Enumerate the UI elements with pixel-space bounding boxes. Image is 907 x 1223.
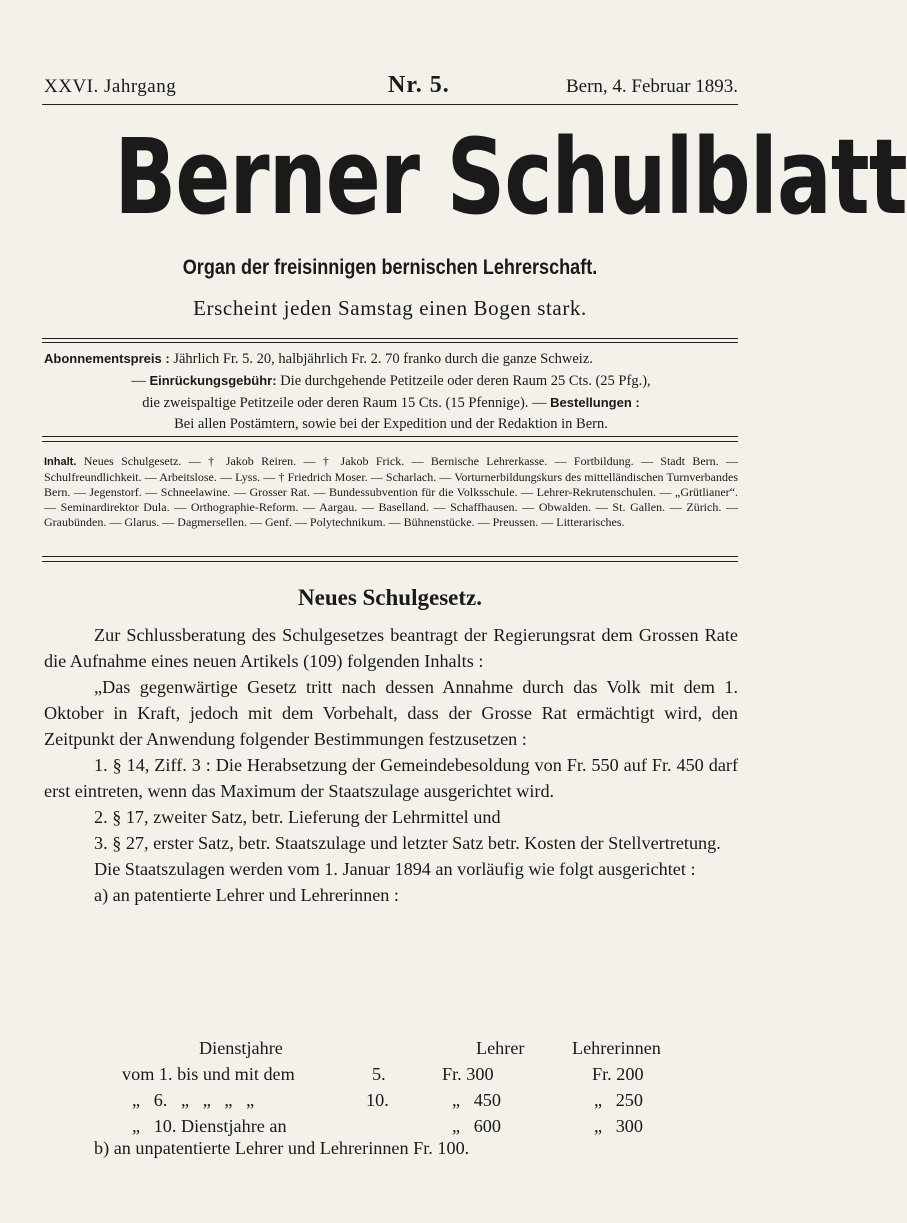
paragraph-4: 2. § 17, zweiter Satz, betr. Lieferung der Lehrmittel und bbox=[94, 807, 501, 827]
rule-top-inhalt-2 bbox=[42, 441, 738, 442]
inhalt-text: Neues Schulgesetz. — † Jakob Reiren. — † Jakob Frick. — Bernische Lehrerkasse. — Fortbildung. — Stadt Bern. — Schulfreundlichkeit. — Arbeitslose. — Lyss. — † Friedrich Moser. — Scharlach. — Vorturnerbildungskurs des mittelländischen Turnverbandes Bern. — Jegenstorf. — Schneelawine. — Grosser Rat. — Bundessubvention für die Volksschule. — Lehrer-Rekrutenschulen. — „Grütlianer“. — Seminardirektor Dula. — Orthographie-Reform. — Aargau. — Baselland. — Schaffhausen. — Obwalden. — St. Gallen. — Zürich. — Graubünden. — Glarus. — Dagmersellen. — Genf. — Polytechnikum. — Bühnenstücke. — Preussen. — Litterarisches. bbox=[44, 454, 738, 529]
abo-text-3: die zweispaltige Petitzeile oder deren Raum 15 Cts. (15 Pfennige). — bbox=[142, 395, 551, 411]
table-cell: vom 1. bis und mit dem bbox=[122, 1064, 295, 1084]
paragraph-3: 1. § 14, Ziff. 3 : Die Herabsetzung der Gemeindebesoldung von Fr. 550 auf Fr. 450 darf erst eintreten, wenn das Maximum der Staatszulage ausgerichtet wird. bbox=[44, 755, 738, 801]
table-cell: „ 450 bbox=[452, 1090, 501, 1110]
inhalt-keyword: Inhalt. bbox=[44, 456, 77, 468]
paragraph-5: 3. § 27, erster Satz, betr. Staatszulage und letzter Satz betr. Kosten der Stellvertretung. bbox=[94, 833, 721, 853]
rule-top-abo-2 bbox=[42, 342, 738, 343]
paragraph-7: a) an patentierte Lehrer und Lehrerinnen : bbox=[94, 885, 399, 905]
abo-text-2: Die durchgehende Petitzeile oder deren Raum 25 Cts. (25 Pfg.), bbox=[276, 373, 651, 389]
table-cell: Fr. 200 bbox=[592, 1064, 644, 1084]
abo-line-1 bbox=[44, 348, 738, 370]
article-body bbox=[44, 622, 738, 908]
table-cell: „ 250 bbox=[594, 1090, 643, 1110]
table-row bbox=[44, 1064, 744, 1090]
table-cell: „ 6. „ „ „ „ bbox=[132, 1090, 255, 1110]
table-cell: Fr. 300 bbox=[442, 1064, 494, 1084]
abo-text-1: Jährlich Fr. 5. 20, halbjährlich Fr. 2. 70 franko durch die ganze Schweiz. bbox=[169, 351, 593, 367]
masthead-title: Berner Schulblatt bbox=[114, 116, 907, 238]
table-header-row bbox=[44, 1038, 744, 1064]
table-header: Lehrer bbox=[476, 1038, 525, 1058]
abo-keyword-price: Abonnementspreis : bbox=[44, 351, 170, 366]
volume-year: XXVI. Jahrgang bbox=[44, 76, 177, 97]
subscription-info bbox=[44, 348, 738, 435]
rule-top-abo bbox=[42, 338, 738, 339]
table-header: Dienstjahre bbox=[199, 1038, 283, 1058]
table-cell: 5. bbox=[372, 1064, 386, 1084]
table-row bbox=[44, 1090, 744, 1116]
rule-bottom-inhalt-2 bbox=[42, 561, 738, 562]
abo-dash: — bbox=[131, 373, 150, 389]
issue-header bbox=[44, 74, 738, 104]
publication-frequency: Erscheint jeden Samstag einen Bogen stark. bbox=[193, 296, 587, 320]
table-cell: „ 600 bbox=[452, 1116, 501, 1136]
header-rule bbox=[42, 104, 738, 105]
table-cell: 10. bbox=[366, 1090, 389, 1110]
abo-line-4 bbox=[44, 414, 738, 435]
place-date: Bern, 4. Februar 1893. bbox=[565, 76, 738, 97]
footer-line: b) an unpatentierte Lehrer und Lehrerinnen Fr. 100. bbox=[94, 1138, 470, 1158]
article-title: Neues Schulgesetz. bbox=[298, 585, 482, 610]
table-header: Lehrerinnen bbox=[572, 1038, 661, 1058]
table-cell: „ 10. Dienstjahre an bbox=[132, 1116, 287, 1136]
table-cell: „ 300 bbox=[594, 1116, 643, 1136]
abo-keyword-fee: Einrückungsgebühr: bbox=[149, 373, 277, 388]
abo-text-4: Bei allen Postämtern, sowie bei der Expedition und der Redaktion in Bern. bbox=[174, 416, 608, 432]
abo-line-2 bbox=[44, 370, 738, 392]
paragraph-1: Zur Schlussberatung des Schulgesetzes beantragt der Regierungsrat dem Grossen Rate die Aufnahme eines neuen Artikels (109) folgenden Inhalts : bbox=[44, 625, 738, 671]
issue-number: Nr. 5. bbox=[388, 72, 450, 98]
organ-subtitle: Organ der freisinnigen bernischen Lehrerschaft. bbox=[182, 256, 598, 279]
rule-top-inhalt bbox=[42, 436, 738, 437]
paragraph-2: „Das gegenwärtige Gesetz tritt nach dessen Annahme durch das Volk mit dem 1. Oktober in Kraft, jedoch mit dem Vorbehalt, dass der Grosse Rat ermächtigt wird, den Zeitpunkt der Anwendung folgender Bestimmungen festzusetzen : bbox=[44, 677, 738, 749]
abo-line-3 bbox=[44, 392, 738, 414]
abo-keyword-orders: Bestellungen : bbox=[550, 395, 640, 410]
table-of-contents bbox=[44, 454, 738, 530]
rule-bottom-inhalt bbox=[42, 556, 738, 557]
paragraph-6: Die Staatszulagen werden vom 1. Januar 1894 an vorläufig wie folgt ausgerichtet : bbox=[94, 859, 696, 879]
